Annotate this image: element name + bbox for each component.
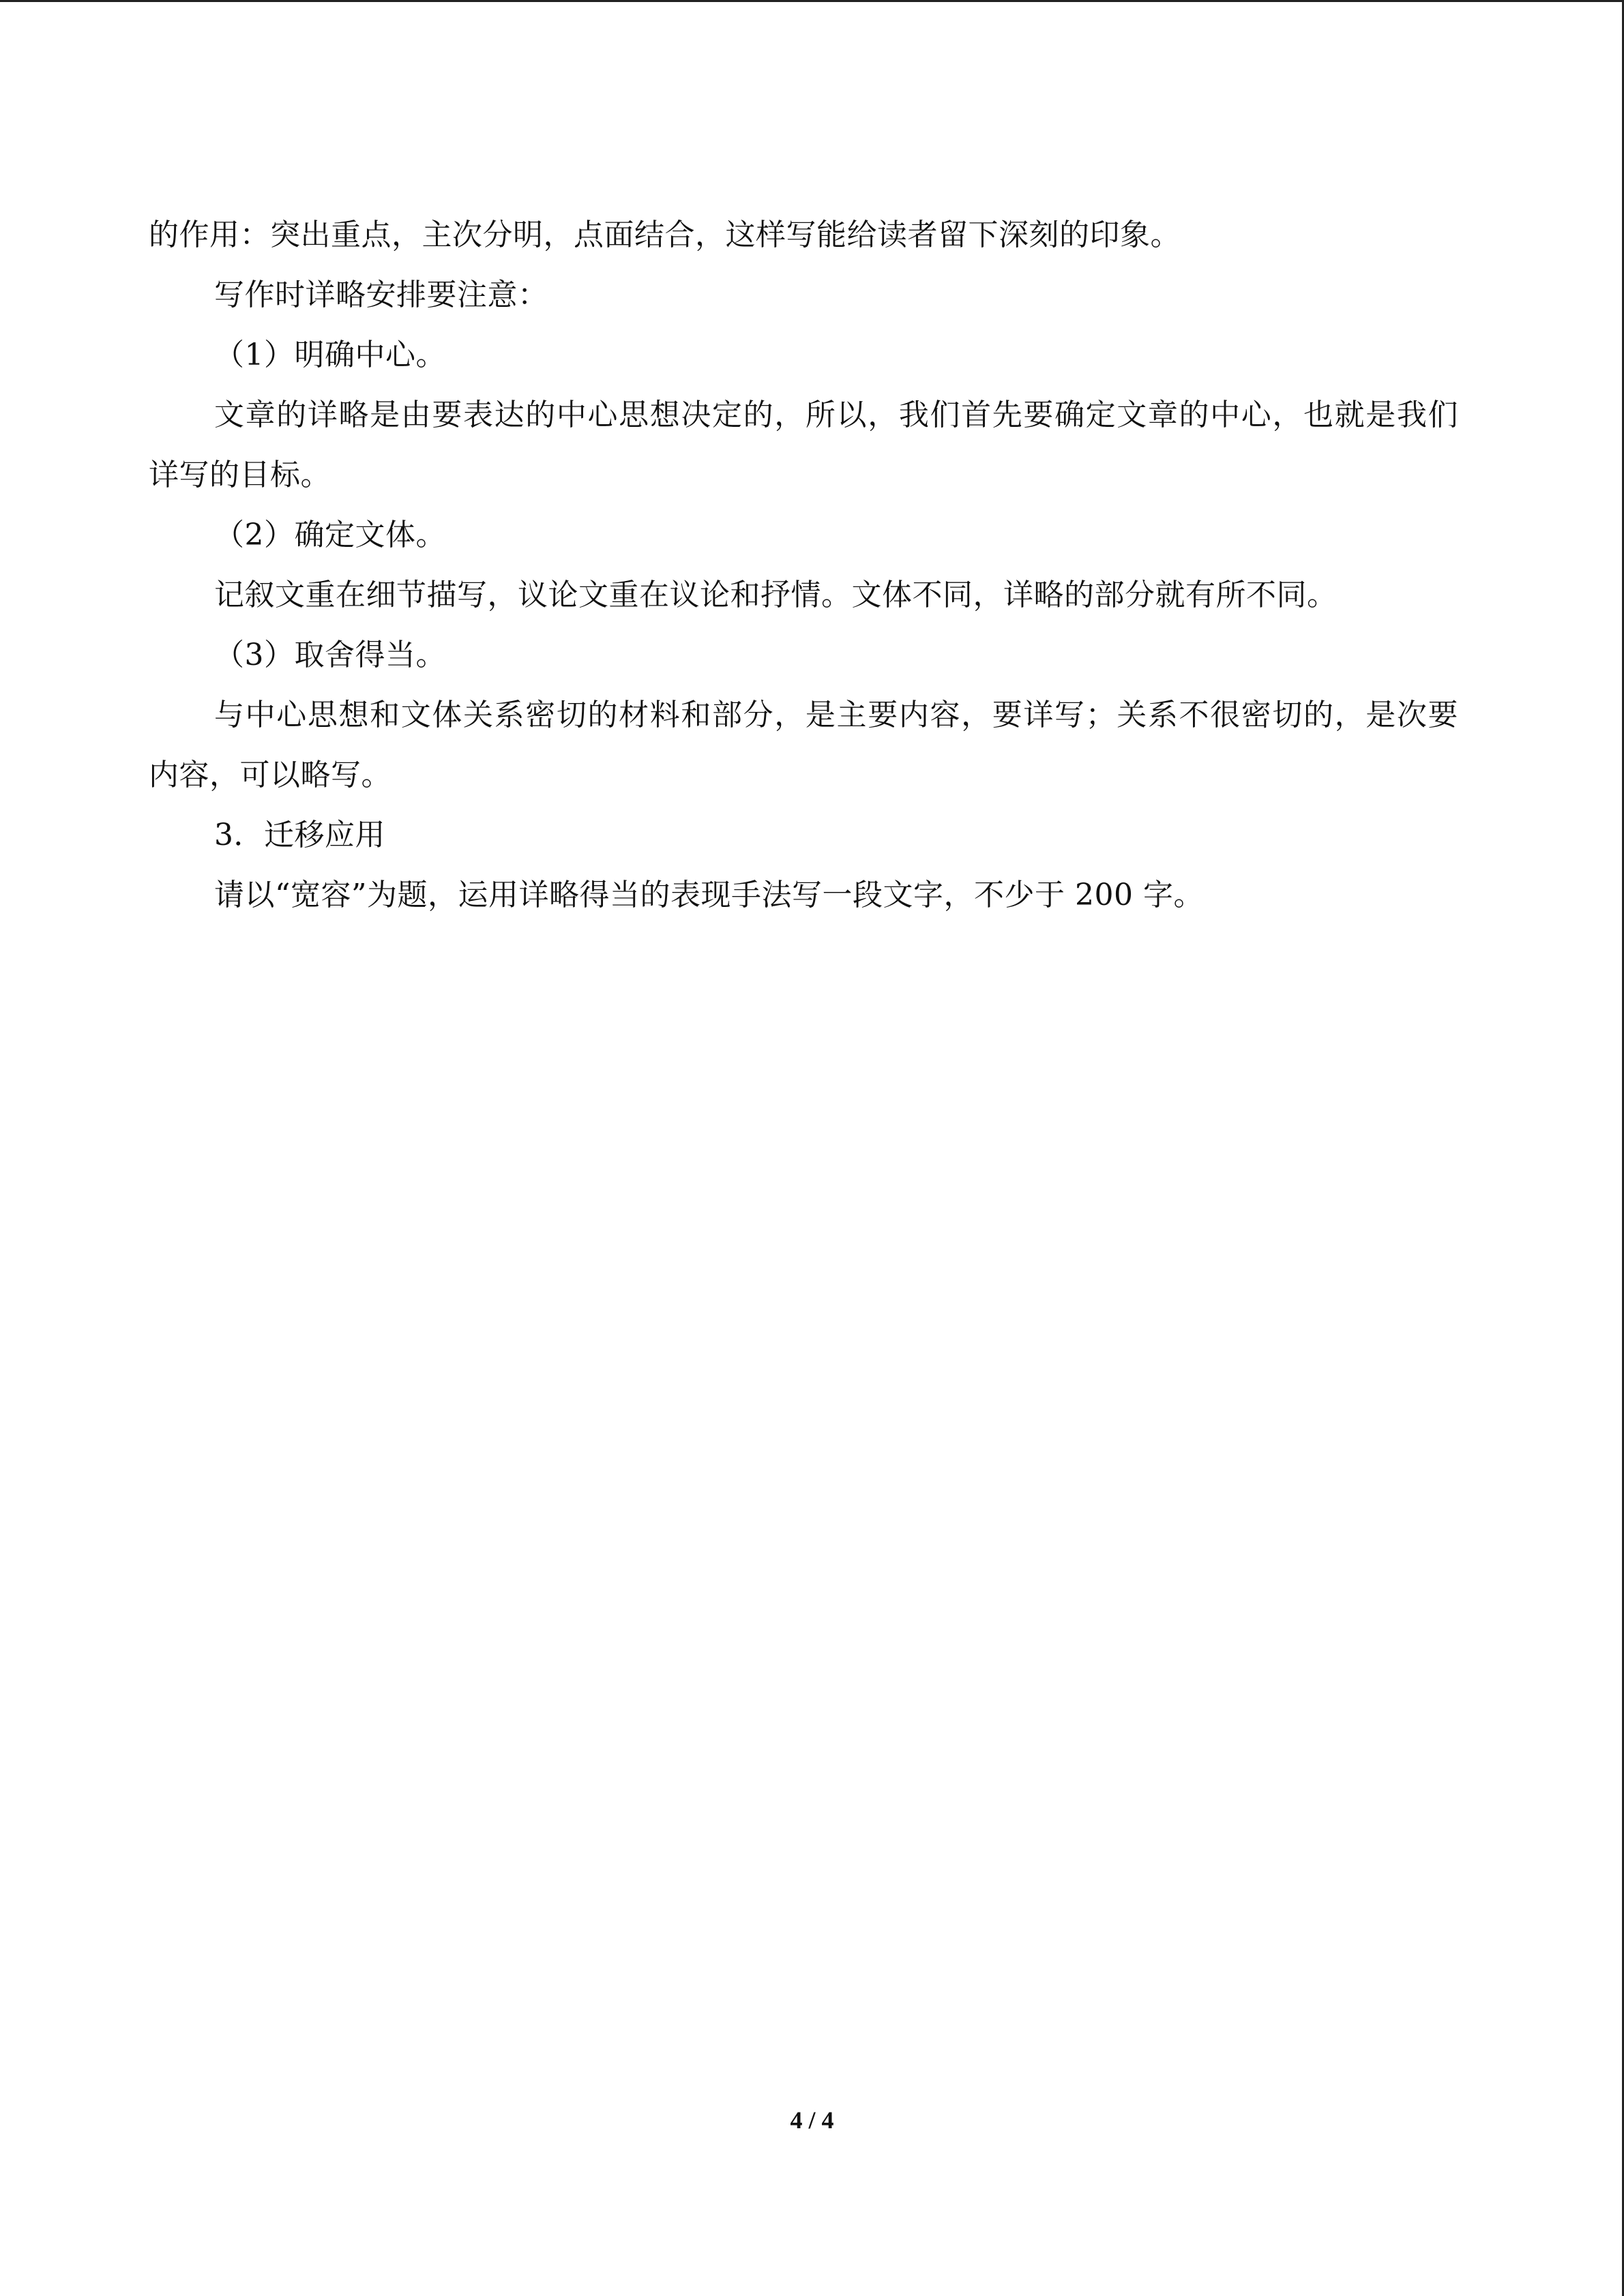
paragraph: 文章的详略是由要表达的中心思想决定的，所以，我们首先要确定文章的中心，也就是我们详写的目标。 xyxy=(149,398,1458,492)
paragraph: 记叙文重在细节描写，议论文重在议论和抒情。文体不同，详略的部分就有所不同。 xyxy=(214,578,1338,612)
paragraph: 与中心思想和文体关系密切的材料和部分，是主要内容，要详写；关系不很密切的，是次要内容，可以略写。 xyxy=(149,698,1458,792)
document-body xyxy=(149,205,1458,925)
paragraph: （1）明确中心。 xyxy=(214,338,446,372)
paragraph: （3）取舍得当。 xyxy=(214,638,446,672)
page-number: 4 / 4 xyxy=(790,2106,834,2134)
paragraph: 的作用：突出重点，主次分明，点面结合，这样写能给读者留下深刻的印象。 xyxy=(149,218,1181,252)
paragraph: （2）确定文体。 xyxy=(214,518,446,552)
paragraph: 写作时详略安排要注意： xyxy=(214,278,548,312)
paragraph: 请以“宽容”为题，运用详略得当的表现手法写一段文字，不少于 200 字。 xyxy=(214,878,1204,912)
section-heading: 3．迁移应用 xyxy=(214,818,385,852)
